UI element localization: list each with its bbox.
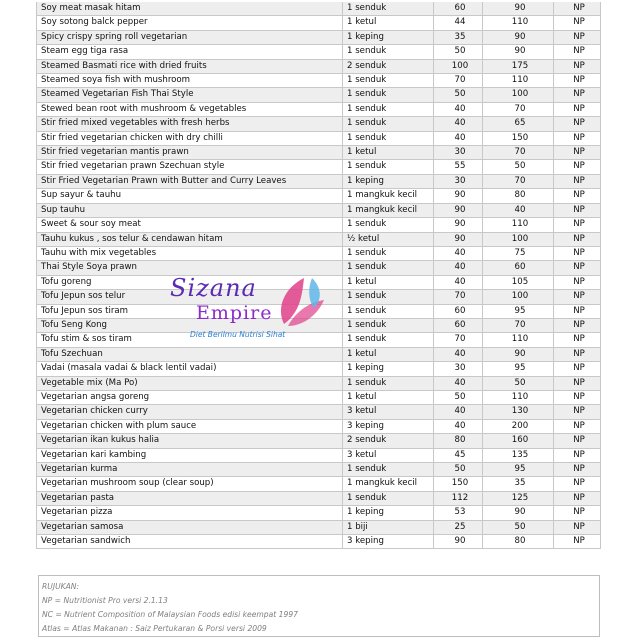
- table-row: [37, 45, 601, 59]
- portion-cell: 1 senduk: [343, 45, 434, 59]
- weight-cell: 150: [434, 477, 483, 491]
- calorie-cell: 100: [483, 232, 554, 246]
- calorie-cell: 95: [483, 362, 554, 376]
- portion-cell: 1 biji: [343, 520, 434, 534]
- calorie-cell: 50: [483, 160, 554, 174]
- table-row: [37, 146, 601, 160]
- source-cell: NP: [554, 102, 601, 116]
- weight-cell: 40: [434, 275, 483, 289]
- weight-cell: 50: [434, 45, 483, 59]
- reference-heading: RUJUKAN:: [42, 582, 80, 591]
- table-row: [37, 117, 601, 131]
- portion-cell: 1 senduk: [343, 261, 434, 275]
- table-row: [37, 448, 601, 462]
- table-row: [37, 347, 601, 361]
- food-name-cell: Stewed bean root with mushroom & vegetables: [37, 102, 343, 116]
- table-row: [37, 304, 601, 318]
- table-row: [37, 477, 601, 491]
- table-row: [37, 203, 601, 217]
- table-row: [37, 463, 601, 477]
- portion-cell: 1 mangkuk kecil: [343, 203, 434, 217]
- weight-cell: 70: [434, 333, 483, 347]
- weight-cell: 30: [434, 146, 483, 160]
- weight-cell: 50: [434, 463, 483, 477]
- source-cell: NP: [554, 333, 601, 347]
- food-name-cell: Sup tauhu: [37, 203, 343, 217]
- portion-cell: 1 keping: [343, 30, 434, 44]
- food-name-cell: Tofu Jepun sos tiram: [37, 304, 343, 318]
- source-cell: NP: [554, 261, 601, 275]
- table-row: [37, 59, 601, 73]
- source-cell: NP: [554, 434, 601, 448]
- source-cell: NP: [554, 16, 601, 30]
- source-cell: NP: [554, 290, 601, 304]
- food-calorie-table-container: [36, 2, 600, 549]
- food-name-cell: Tauhu with mix vegetables: [37, 246, 343, 260]
- table-row: [37, 160, 601, 174]
- weight-cell: 90: [434, 535, 483, 549]
- food-name-cell: Vegetarian pizza: [37, 506, 343, 520]
- weight-cell: 60: [434, 318, 483, 332]
- food-name-cell: Stir Fried Vegetarian Prawn with Butter and Curry Leaves: [37, 174, 343, 188]
- calorie-cell: 110: [483, 218, 554, 232]
- source-cell: NP: [554, 362, 601, 376]
- source-cell: NP: [554, 131, 601, 145]
- source-cell: NP: [554, 520, 601, 534]
- portion-cell: 1 senduk: [343, 290, 434, 304]
- weight-cell: 40: [434, 117, 483, 131]
- source-cell: NP: [554, 419, 601, 433]
- source-cell: NP: [554, 390, 601, 404]
- portion-cell: 1 senduk: [343, 131, 434, 145]
- weight-cell: 90: [434, 203, 483, 217]
- food-name-cell: Sup sayur & tauhu: [37, 189, 343, 203]
- source-cell: NP: [554, 318, 601, 332]
- food-name-cell: Stir fried vegetarian mantis prawn: [37, 146, 343, 160]
- food-name-cell: Tofu Seng Kong: [37, 318, 343, 332]
- weight-cell: 40: [434, 102, 483, 116]
- weight-cell: 60: [434, 2, 483, 16]
- portion-cell: 1 senduk: [343, 88, 434, 102]
- food-name-cell: Tauhu kukus , sos telur & cendawan hitam: [37, 232, 343, 246]
- reference-line-nc: NC = Nutrient Composition of Malaysian Foods edisi keempat 1997: [42, 610, 298, 619]
- calorie-cell: 70: [483, 146, 554, 160]
- source-cell: NP: [554, 30, 601, 44]
- source-cell: NP: [554, 275, 601, 289]
- food-name-cell: Steamed soya fish with mushroom: [37, 74, 343, 88]
- weight-cell: 40: [434, 376, 483, 390]
- food-name-cell: Vegetarian chicken curry: [37, 405, 343, 419]
- table-row: [37, 491, 601, 505]
- table-row: [37, 318, 601, 332]
- table-row: [37, 218, 601, 232]
- source-cell: NP: [554, 463, 601, 477]
- weight-cell: 44: [434, 16, 483, 30]
- reference-notes: [38, 575, 600, 637]
- calorie-cell: 100: [483, 88, 554, 102]
- calorie-cell: 150: [483, 131, 554, 145]
- calorie-cell: 70: [483, 318, 554, 332]
- source-cell: NP: [554, 160, 601, 174]
- food-name-cell: Spicy crispy spring roll vegetarian: [37, 30, 343, 44]
- calorie-cell: 65: [483, 117, 554, 131]
- calorie-cell: 90: [483, 30, 554, 44]
- weight-cell: 50: [434, 88, 483, 102]
- weight-cell: 40: [434, 405, 483, 419]
- food-name-cell: Stir fried vegetarian prawn Szechuan style: [37, 160, 343, 174]
- table-row: [37, 376, 601, 390]
- table-row: [37, 261, 601, 275]
- calorie-cell: 90: [483, 506, 554, 520]
- weight-cell: 90: [434, 189, 483, 203]
- table-row: [37, 333, 601, 347]
- weight-cell: 40: [434, 246, 483, 260]
- table-row: [37, 74, 601, 88]
- table-row: [37, 2, 601, 16]
- food-calorie-table: [36, 2, 601, 549]
- source-cell: NP: [554, 506, 601, 520]
- calorie-cell: 200: [483, 419, 554, 433]
- source-cell: NP: [554, 477, 601, 491]
- weight-cell: 112: [434, 491, 483, 505]
- calorie-cell: 35: [483, 477, 554, 491]
- portion-cell: 1 ketul: [343, 146, 434, 160]
- table-row: [37, 419, 601, 433]
- source-cell: NP: [554, 304, 601, 318]
- calorie-cell: 90: [483, 2, 554, 16]
- watermark-brand-text: Empire: [196, 302, 273, 324]
- weight-cell: 70: [434, 74, 483, 88]
- portion-cell: 1 senduk: [343, 304, 434, 318]
- food-name-cell: Tofu stim & sos tiram: [37, 333, 343, 347]
- source-cell: NP: [554, 218, 601, 232]
- portion-cell: 1 senduk: [343, 376, 434, 390]
- calorie-cell: 40: [483, 203, 554, 217]
- food-name-cell: Vegetarian angsa goreng: [37, 390, 343, 404]
- food-name-cell: Vegetarian sandwich: [37, 535, 343, 549]
- table-body: [37, 2, 601, 549]
- table-row: [37, 30, 601, 44]
- table-row: [37, 434, 601, 448]
- table-row: [37, 362, 601, 376]
- portion-cell: 3 keping: [343, 535, 434, 549]
- watermark-script-text: Sizana: [170, 274, 257, 302]
- watermark-tagline: Diet Berilmu Nutrisi Sihat: [190, 330, 286, 339]
- weight-cell: 60: [434, 304, 483, 318]
- portion-cell: 1 mangkuk kecil: [343, 189, 434, 203]
- calorie-cell: 110: [483, 333, 554, 347]
- table-row: [37, 535, 601, 549]
- portion-cell: 1 ketul: [343, 390, 434, 404]
- table-row: [37, 246, 601, 260]
- source-cell: NP: [554, 174, 601, 188]
- food-name-cell: Soy sotong balck pepper: [37, 16, 343, 30]
- portion-cell: 1 ketul: [343, 275, 434, 289]
- source-cell: NP: [554, 347, 601, 361]
- calorie-cell: 110: [483, 390, 554, 404]
- food-name-cell: Steamed Basmati rice with dried fruits: [37, 59, 343, 73]
- weight-cell: 80: [434, 434, 483, 448]
- calorie-cell: 130: [483, 405, 554, 419]
- food-name-cell: Tofu Jepun sos telur: [37, 290, 343, 304]
- source-cell: NP: [554, 491, 601, 505]
- calorie-cell: 80: [483, 189, 554, 203]
- calorie-cell: 160: [483, 434, 554, 448]
- weight-cell: 70: [434, 290, 483, 304]
- food-name-cell: Tofu goreng: [37, 275, 343, 289]
- reference-line-atlas: Atlas = Atlas Makanan : Saiz Pertukaran & Porsi versi 2009: [42, 624, 267, 633]
- calorie-cell: 110: [483, 74, 554, 88]
- weight-cell: 25: [434, 520, 483, 534]
- food-name-cell: Soy meat masak hitam: [37, 2, 343, 16]
- weight-cell: 50: [434, 390, 483, 404]
- food-name-cell: Vegetarian ikan kukus halia: [37, 434, 343, 448]
- weight-cell: 90: [434, 232, 483, 246]
- food-name-cell: Vegetarian pasta: [37, 491, 343, 505]
- portion-cell: 1 senduk: [343, 218, 434, 232]
- table-row: [37, 16, 601, 30]
- calorie-cell: 60: [483, 261, 554, 275]
- calorie-cell: 90: [483, 45, 554, 59]
- portion-cell: 1 senduk: [343, 246, 434, 260]
- portion-cell: 2 senduk: [343, 59, 434, 73]
- portion-cell: 1 senduk: [343, 333, 434, 347]
- table-row: [37, 174, 601, 188]
- food-name-cell: Vadai (masala vadai & black lentil vadai): [37, 362, 343, 376]
- calorie-cell: 125: [483, 491, 554, 505]
- table-row: [37, 405, 601, 419]
- portion-cell: 3 keping: [343, 419, 434, 433]
- portion-cell: 1 senduk: [343, 463, 434, 477]
- calorie-cell: 95: [483, 304, 554, 318]
- weight-cell: 55: [434, 160, 483, 174]
- portion-cell: 1 senduk: [343, 117, 434, 131]
- source-cell: NP: [554, 2, 601, 16]
- portion-cell: 1 mangkuk kecil: [343, 477, 434, 491]
- food-name-cell: Vegetarian mushroom soup (clear soup): [37, 477, 343, 491]
- source-cell: NP: [554, 117, 601, 131]
- source-cell: NP: [554, 203, 601, 217]
- weight-cell: 100: [434, 59, 483, 73]
- calorie-cell: 110: [483, 16, 554, 30]
- table-row: [37, 232, 601, 246]
- food-name-cell: Vegetarian kari kambing: [37, 448, 343, 462]
- table-row: [37, 275, 601, 289]
- portion-cell: 3 ketul: [343, 448, 434, 462]
- portion-cell: 1 senduk: [343, 102, 434, 116]
- source-cell: NP: [554, 232, 601, 246]
- calorie-cell: 80: [483, 535, 554, 549]
- food-name-cell: Steam egg tiga rasa: [37, 45, 343, 59]
- weight-cell: 40: [434, 131, 483, 145]
- portion-cell: 1 keping: [343, 362, 434, 376]
- food-name-cell: Vegetarian samosa: [37, 520, 343, 534]
- food-name-cell: Vegetarian chicken with plum sauce: [37, 419, 343, 433]
- food-name-cell: Vegetable mix (Ma Po): [37, 376, 343, 390]
- calorie-cell: 95: [483, 463, 554, 477]
- table-row: [37, 88, 601, 102]
- table-row: [37, 520, 601, 534]
- table-row: [37, 390, 601, 404]
- portion-cell: 1 ketul: [343, 16, 434, 30]
- calorie-cell: 50: [483, 520, 554, 534]
- food-name-cell: Thai Style Soya prawn: [37, 261, 343, 275]
- calorie-cell: 70: [483, 174, 554, 188]
- table-row: [37, 131, 601, 145]
- table-row: [37, 290, 601, 304]
- source-cell: NP: [554, 189, 601, 203]
- portion-cell: 1 senduk: [343, 491, 434, 505]
- weight-cell: 30: [434, 174, 483, 188]
- source-cell: NP: [554, 146, 601, 160]
- weight-cell: 30: [434, 362, 483, 376]
- reference-line-np: NP = Nutritionist Pro versi 2.1.13: [42, 596, 168, 605]
- portion-cell: 1 senduk: [343, 160, 434, 174]
- source-cell: NP: [554, 376, 601, 390]
- source-cell: NP: [554, 74, 601, 88]
- food-name-cell: Sweet & sour soy meat: [37, 218, 343, 232]
- weight-cell: 53: [434, 506, 483, 520]
- food-name-cell: Stir fried mixed vegetables with fresh herbs: [37, 117, 343, 131]
- table-row: [37, 102, 601, 116]
- source-cell: NP: [554, 246, 601, 260]
- weight-cell: 90: [434, 218, 483, 232]
- calorie-cell: 100: [483, 290, 554, 304]
- portion-cell: 1 keping: [343, 174, 434, 188]
- table-row: [37, 189, 601, 203]
- source-cell: NP: [554, 88, 601, 102]
- food-name-cell: Tofu Szechuan: [37, 347, 343, 361]
- weight-cell: 45: [434, 448, 483, 462]
- table-row: [37, 506, 601, 520]
- portion-cell: ½ ketul: [343, 232, 434, 246]
- calorie-cell: 75: [483, 246, 554, 260]
- portion-cell: 2 senduk: [343, 434, 434, 448]
- source-cell: NP: [554, 45, 601, 59]
- calorie-cell: 105: [483, 275, 554, 289]
- weight-cell: 40: [434, 347, 483, 361]
- weight-cell: 35: [434, 30, 483, 44]
- food-name-cell: Steamed Vegetarian Fish Thai Style: [37, 88, 343, 102]
- portion-cell: 1 keping: [343, 506, 434, 520]
- calorie-cell: 50: [483, 376, 554, 390]
- source-cell: NP: [554, 59, 601, 73]
- weight-cell: 40: [434, 419, 483, 433]
- calorie-cell: 135: [483, 448, 554, 462]
- calorie-cell: 175: [483, 59, 554, 73]
- food-name-cell: Vegetarian kurma: [37, 463, 343, 477]
- source-cell: NP: [554, 448, 601, 462]
- portion-cell: 3 ketul: [343, 405, 434, 419]
- portion-cell: 1 ketul: [343, 347, 434, 361]
- portion-cell: 1 senduk: [343, 318, 434, 332]
- source-cell: NP: [554, 405, 601, 419]
- portion-cell: 1 senduk: [343, 74, 434, 88]
- food-name-cell: Stir fried vegetarian chicken with dry chilli: [37, 131, 343, 145]
- weight-cell: 40: [434, 261, 483, 275]
- portion-cell: 1 senduk: [343, 2, 434, 16]
- calorie-cell: 70: [483, 102, 554, 116]
- source-cell: NP: [554, 535, 601, 549]
- calorie-cell: 90: [483, 347, 554, 361]
